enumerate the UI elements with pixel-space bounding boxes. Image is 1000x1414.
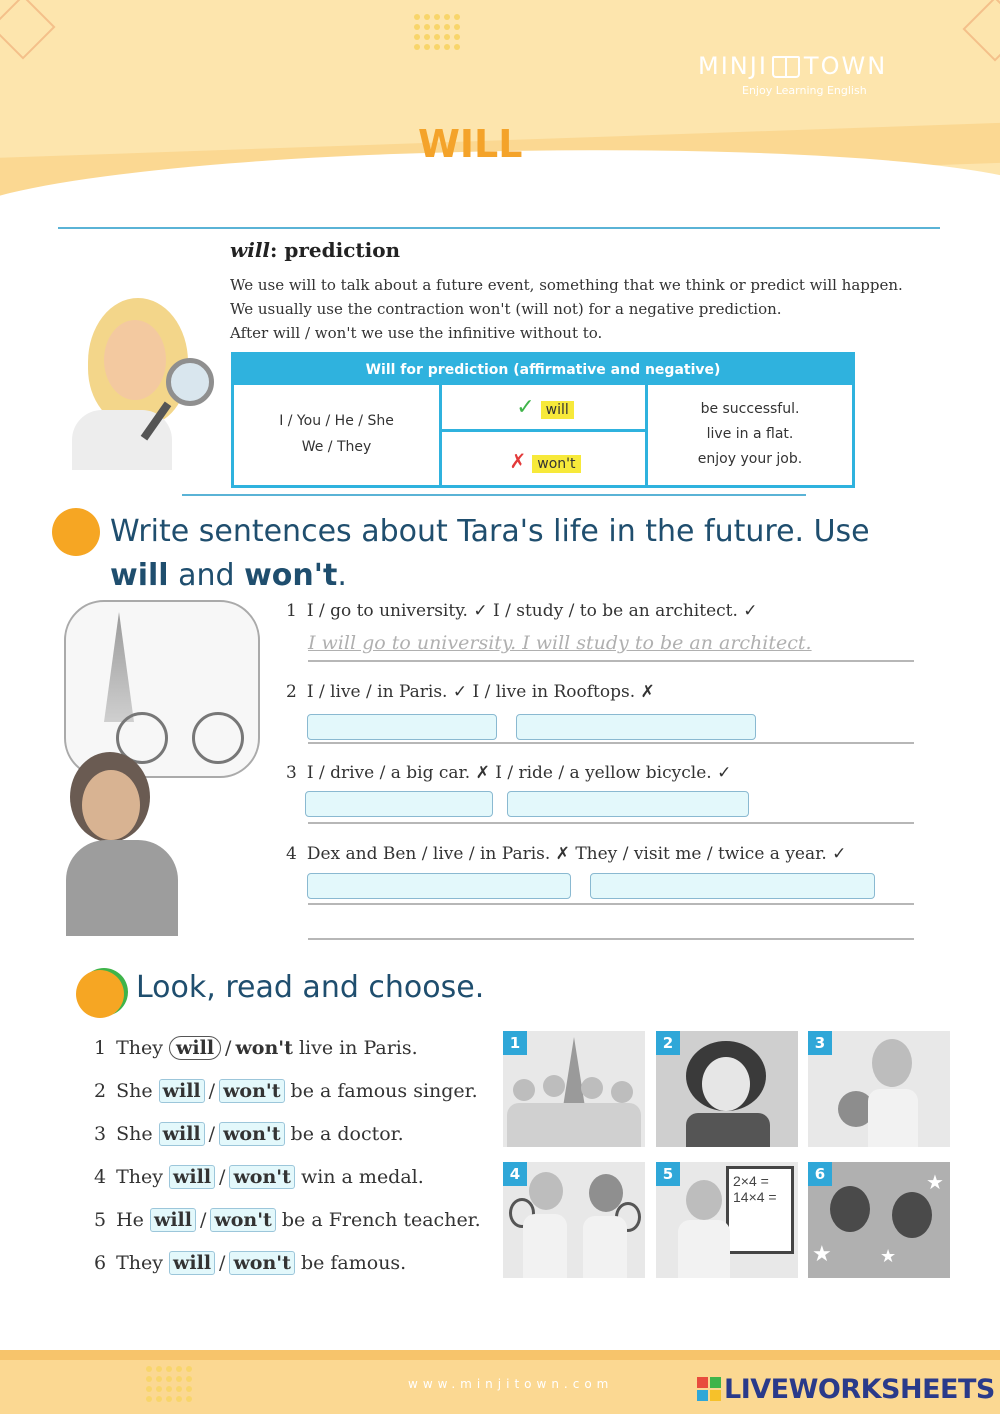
option-will[interactable]: will <box>150 1208 196 1232</box>
eiffel-tower-icon <box>563 1037 585 1107</box>
answer-input-3a[interactable] <box>305 791 493 817</box>
star-icon: ★ <box>926 1170 944 1194</box>
singer-face-icon <box>702 1057 750 1111</box>
exercise1-item-1 <box>286 601 758 621</box>
option-wont[interactable]: won't <box>219 1122 284 1146</box>
answer-input-3b[interactable] <box>507 791 749 817</box>
footer-strip <box>0 1350 1000 1360</box>
exercise1-item-2 <box>286 682 655 702</box>
option-slash: / <box>199 1209 207 1231</box>
item-number: 3 <box>94 1123 107 1145</box>
exercise1-item-4 <box>286 844 846 864</box>
item-number: 5 <box>94 1209 107 1231</box>
option-will[interactable]: will <box>169 1165 215 1189</box>
item-number: 6 <box>94 1252 107 1274</box>
answer-line <box>308 903 914 905</box>
brand-right: TOWN <box>803 52 888 80</box>
item-rest: be a doctor. <box>290 1123 404 1145</box>
people-bodies <box>507 1103 641 1147</box>
person-head-icon <box>543 1075 565 1097</box>
table-divider <box>442 429 648 432</box>
grammar-rule-bottom <box>182 494 806 496</box>
option-slash: / <box>219 1166 226 1188</box>
choose-item-2 <box>94 1079 478 1103</box>
option-wont[interactable]: won't <box>229 1165 294 1189</box>
grammar-heading-em: will <box>230 238 271 262</box>
item-subject: They <box>116 1252 163 1274</box>
item-subject: They <box>116 1037 163 1059</box>
option-will[interactable]: will <box>169 1036 221 1060</box>
picture-teacher <box>656 1162 798 1278</box>
person-body <box>868 1089 918 1147</box>
board-text-1: 2×4 = <box>733 1173 769 1189</box>
answer-input-2b[interactable] <box>516 714 756 740</box>
brand-left: MINJI <box>698 52 768 80</box>
girl-face-illustration <box>82 770 140 840</box>
table-verb-1: be successful. <box>700 401 800 417</box>
option-will[interactable]: will <box>169 1251 215 1275</box>
magnifying-glass-icon <box>166 358 214 406</box>
model-answer: I will go to university. I will study to be an architect. <box>308 632 812 654</box>
table-verb-3: enjoy your job. <box>697 451 803 467</box>
item-rest: be a French teacher. <box>281 1209 481 1231</box>
header-band <box>0 0 1000 205</box>
item-number: 1 <box>286 601 297 621</box>
liveworksheets-icon <box>697 1377 721 1401</box>
liveworksheets-label: LIVEWORKSHEETS <box>724 1374 995 1405</box>
bicycle-wheel-icon <box>192 712 244 764</box>
item-subject: She <box>116 1123 153 1145</box>
brand-tagline: Enjoy Learning English <box>742 84 867 97</box>
picture-doctor <box>808 1031 950 1147</box>
teacher-body <box>678 1220 730 1278</box>
grammar-rule-top <box>58 227 940 229</box>
negative-label: won't <box>532 455 580 473</box>
item-text: I / live / in Paris. ✓ I / live in Rooftops. ✗ <box>306 682 655 702</box>
affirmative-label: will <box>541 401 574 419</box>
table-affirmative <box>442 395 648 420</box>
item-subject: They <box>116 1166 163 1188</box>
item-rest: be famous. <box>300 1252 407 1274</box>
grammar-heading-rest: : prediction <box>270 238 401 262</box>
grammar-heading <box>230 238 400 262</box>
picture-number: 1 <box>503 1031 527 1055</box>
picture-famous <box>808 1162 950 1278</box>
cross-icon: ✗ <box>509 449 527 473</box>
item-number: 1 <box>94 1037 107 1059</box>
option-will[interactable]: will <box>159 1079 205 1103</box>
option-wont[interactable]: won't <box>210 1208 275 1232</box>
item-rest: be a famous singer. <box>290 1080 478 1102</box>
picture-number: 5 <box>656 1162 680 1186</box>
grammar-table <box>231 352 855 488</box>
title-will: will <box>110 558 169 593</box>
item-subject: He <box>116 1209 144 1231</box>
person-head-icon <box>892 1192 932 1238</box>
item-subject: She <box>116 1080 153 1102</box>
choose-item-6 <box>94 1251 406 1275</box>
option-slash: / <box>208 1080 216 1102</box>
option-wont[interactable]: won't <box>235 1037 293 1059</box>
brand-logo <box>698 52 887 80</box>
star-icon: ★ <box>880 1246 897 1267</box>
table-negative <box>442 449 648 473</box>
table-subjects-2: We / They <box>301 439 372 455</box>
dot-grid-icon <box>146 1366 192 1402</box>
item-text: Dex and Ben / live / in Paris. ✗ They / visit me / twice a year. ✓ <box>306 844 847 864</box>
option-wont[interactable]: won't <box>229 1251 294 1275</box>
choose-item-1 <box>94 1036 418 1060</box>
teacher-head-icon <box>686 1180 722 1220</box>
grammar-line-1: We use will to talk about a future event, something that we think or predict will happen. <box>230 276 903 294</box>
answer-line <box>308 660 914 662</box>
item-number: 4 <box>94 1166 107 1188</box>
exercise1-item-3 <box>286 763 731 783</box>
picture-number: 6 <box>808 1162 832 1186</box>
exercise1-title-line2 <box>110 558 347 593</box>
person-body <box>523 1214 567 1278</box>
choose-item-3 <box>94 1122 404 1146</box>
answer-line <box>308 822 914 824</box>
person-head-icon <box>611 1081 633 1103</box>
answer-line <box>308 938 914 940</box>
title-and: and <box>168 558 245 593</box>
exercise1-title-line1: Write sentences about Tara's life in the future. Use <box>110 514 870 549</box>
section-bullet-icon <box>52 508 100 556</box>
option-will[interactable]: will <box>159 1122 205 1146</box>
answer-input-2a[interactable] <box>307 714 497 740</box>
option-slash: / <box>208 1123 216 1145</box>
picture-singer <box>656 1031 798 1147</box>
item-rest: live in Paris. <box>298 1037 418 1059</box>
picture-number: 2 <box>656 1031 680 1055</box>
girl-body-illustration <box>66 840 178 936</box>
answer-input-4a[interactable] <box>307 873 571 899</box>
item-number: 3 <box>286 763 297 783</box>
picture-number: 3 <box>808 1031 832 1055</box>
person-head-icon <box>830 1186 870 1232</box>
section-bullet-icon <box>76 970 124 1018</box>
exercise2-title: Look, read and choose. <box>136 970 485 1005</box>
item-rest: win a medal. <box>300 1166 424 1188</box>
picture-number: 4 <box>503 1162 527 1186</box>
girl-face-illustration <box>104 320 166 400</box>
option-slash: / <box>225 1037 232 1059</box>
table-subjects-1: I / You / He / She <box>279 413 394 429</box>
item-text: I / go to university. ✓ I / study / to be an architect. ✓ <box>306 601 758 621</box>
person-head-icon <box>872 1039 912 1087</box>
book-icon <box>772 56 800 78</box>
star-icon: ★ <box>812 1242 832 1267</box>
grammar-line-2: We usually use the contraction won't (will not) for a negative prediction. <box>230 300 782 318</box>
table-verb-2: live in a flat. <box>706 426 794 442</box>
item-number: 2 <box>94 1080 107 1102</box>
item-number: 4 <box>286 844 297 864</box>
option-slash: / <box>219 1252 226 1274</box>
picture-medal <box>503 1162 645 1278</box>
singer-body <box>686 1113 770 1147</box>
title-wont: won't <box>244 558 338 593</box>
option-wont[interactable]: won't <box>219 1079 284 1103</box>
board-text-2: 14×4 = <box>733 1189 777 1205</box>
person-head-icon <box>513 1079 535 1101</box>
choose-item-4 <box>94 1165 424 1189</box>
page-title: WILL <box>418 122 523 166</box>
check-icon: ✓ <box>516 395 535 420</box>
answer-line <box>308 742 914 744</box>
website-url[interactable]: www.minjitown.com <box>408 1377 614 1391</box>
person-head-icon <box>529 1172 563 1210</box>
answer-input-4b[interactable] <box>590 873 875 899</box>
item-text: I / drive / a big car. ✗ I / ride / a yellow bicycle. ✓ <box>306 763 732 783</box>
picture-family-paris <box>503 1031 645 1147</box>
item-number: 2 <box>286 682 297 702</box>
person-head-icon <box>581 1077 603 1099</box>
blackboard <box>726 1166 794 1254</box>
title-end: . <box>337 558 347 593</box>
choose-item-5 <box>94 1208 481 1232</box>
grammar-line-3: After will / won't we use the infinitive without to. <box>230 324 603 342</box>
liveworksheets-logo[interactable] <box>697 1374 995 1405</box>
grammar-table-header: Will for prediction (affirmative and negative) <box>234 355 852 385</box>
dot-grid-icon <box>414 14 460 50</box>
person-body <box>583 1216 627 1278</box>
